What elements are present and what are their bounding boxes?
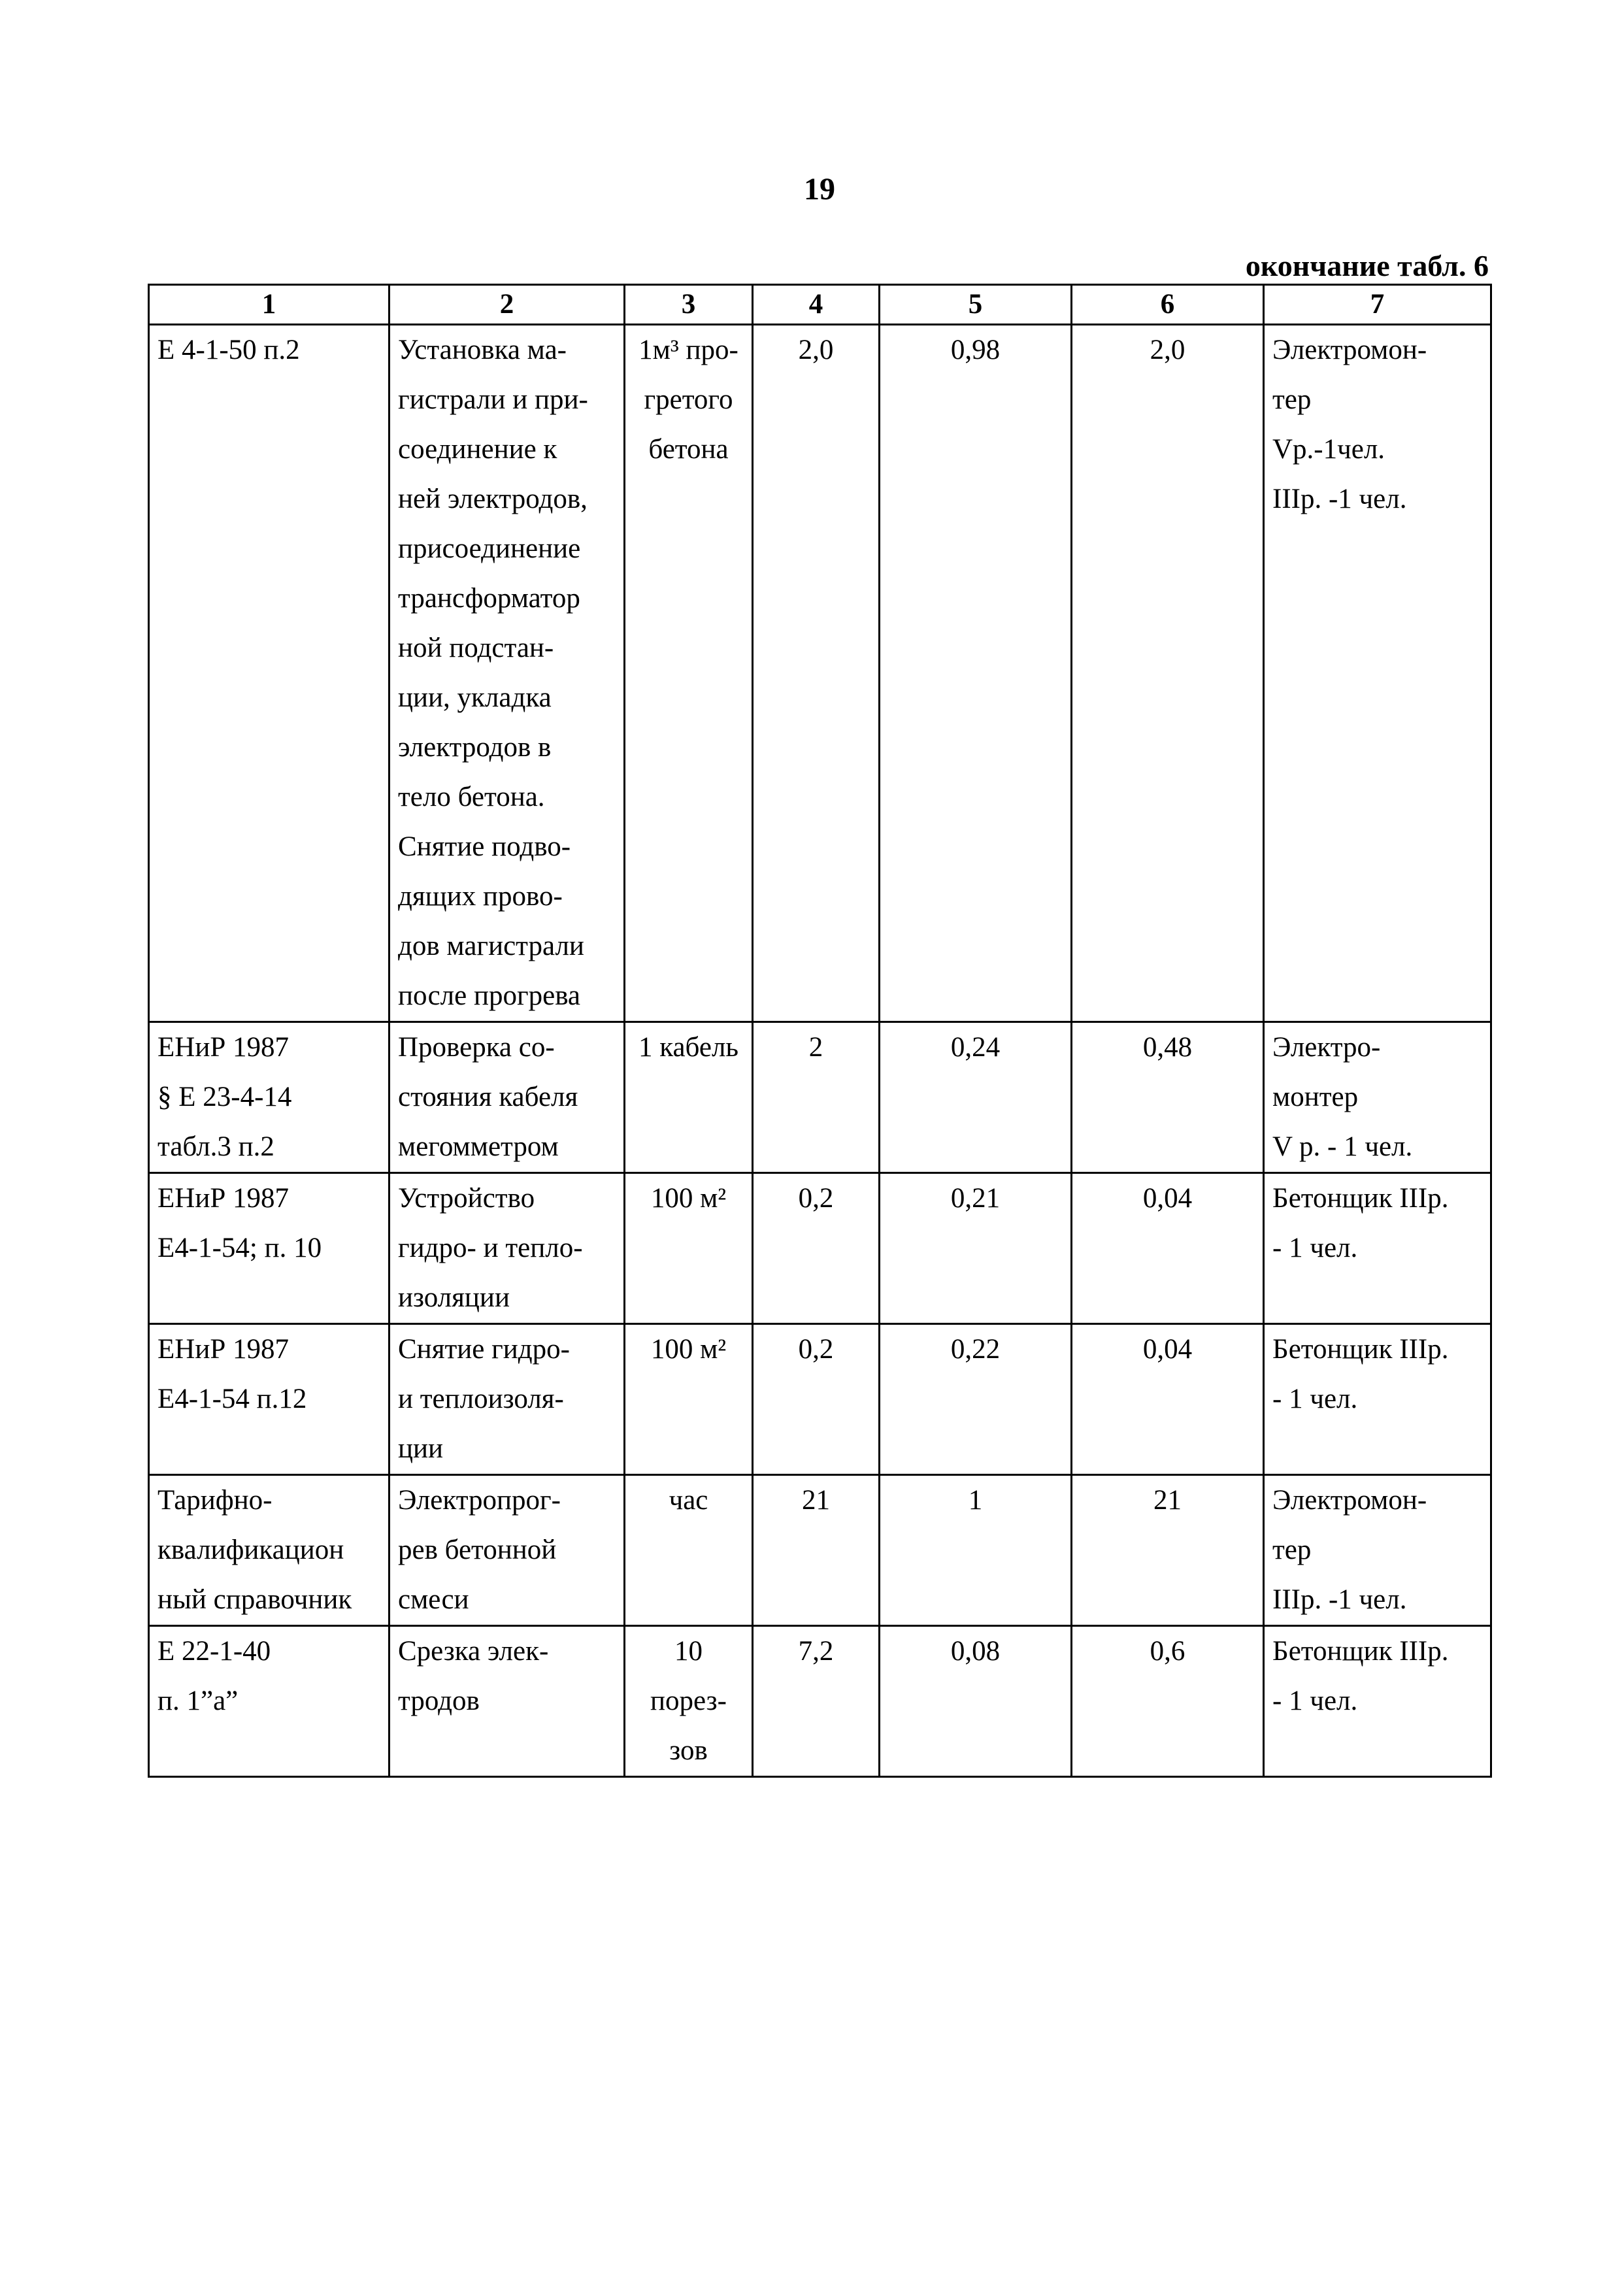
table-row bbox=[149, 1324, 1491, 1475]
header-cell: 4 bbox=[753, 285, 880, 325]
cell-text-line: ной подстан- bbox=[398, 633, 554, 663]
total-cell: 0,04 bbox=[1072, 1324, 1264, 1475]
cell-text-line: Срезка элек- bbox=[398, 1636, 549, 1667]
crew-cell bbox=[1264, 1173, 1491, 1324]
cell-text-line: IIIр. -1 чел. bbox=[1272, 484, 1407, 514]
total-cell: 0,04 bbox=[1072, 1173, 1264, 1324]
cell-text-line: соединение к bbox=[398, 434, 557, 465]
cell-text-line: Е4-1-54; п. 10 bbox=[157, 1233, 322, 1263]
cell-text-line: § Е 23-4-14 bbox=[157, 1082, 292, 1112]
unit-cell bbox=[625, 1022, 753, 1173]
cell-text-line: Электромон- bbox=[1272, 335, 1427, 365]
crew-cell bbox=[1264, 1626, 1491, 1777]
cell-text-line: Е 22-1-40 bbox=[157, 1636, 271, 1667]
crew-cell bbox=[1264, 1475, 1491, 1626]
cell-text-line: стояния кабеля bbox=[398, 1082, 578, 1112]
cell-text-line: ции bbox=[398, 1433, 444, 1464]
header-cell: 3 bbox=[625, 285, 753, 325]
work-description-cell bbox=[389, 1626, 625, 1777]
cell-text-line: гистрали и при- bbox=[398, 384, 588, 415]
cell-text-line: час bbox=[669, 1485, 708, 1516]
cell-text-line: - 1 чел. bbox=[1272, 1233, 1358, 1263]
cell-text-line: Снятие гидро- bbox=[398, 1334, 570, 1365]
cell-text-line: п. 1”а” bbox=[157, 1686, 239, 1716]
cell-text-line: гидро- и тепло- bbox=[398, 1233, 583, 1263]
header-row bbox=[149, 285, 1491, 325]
cell-text-line: монтер bbox=[1272, 1082, 1359, 1112]
cell-text-line: присоединение bbox=[398, 533, 581, 564]
cell-text-line: 1 кабель bbox=[638, 1032, 739, 1063]
cell-text-line: Электропрог- bbox=[398, 1485, 561, 1516]
norm-reference-cell bbox=[149, 1626, 389, 1777]
rate-cell: 0,08 bbox=[880, 1626, 1072, 1777]
cell-text-line: трансформатор bbox=[398, 583, 580, 614]
cell-text-line: рев бетонной bbox=[398, 1535, 557, 1565]
crew-cell bbox=[1264, 1324, 1491, 1475]
table-row bbox=[149, 1626, 1491, 1777]
header-cell: 5 bbox=[880, 285, 1072, 325]
cell-text-line: 1м³ про- bbox=[638, 335, 738, 365]
cell-text-line: ный справочник bbox=[157, 1584, 352, 1615]
cell-text-line: тер bbox=[1272, 1535, 1312, 1565]
cell-text-line: электродов в bbox=[398, 732, 552, 763]
cell-text-line: Бетонщик IIIр. bbox=[1272, 1636, 1449, 1667]
cell-text-line: IIIр. -1 чел. bbox=[1272, 1584, 1407, 1615]
cell-text-line: после прогрева bbox=[398, 980, 581, 1011]
table-row bbox=[149, 1022, 1491, 1173]
norm-reference-cell bbox=[149, 1475, 389, 1626]
cell-text-line: 100 м² bbox=[650, 1183, 727, 1214]
cell-text-line: Устройство bbox=[398, 1183, 535, 1214]
cell-text-line: Бетонщик IIIр. bbox=[1272, 1183, 1449, 1214]
rate-cell: 0,21 bbox=[880, 1173, 1072, 1324]
cell-text-line: - 1 чел. bbox=[1272, 1384, 1358, 1414]
work-description-cell bbox=[389, 325, 625, 1022]
unit-cell bbox=[625, 1626, 753, 1777]
header-cell: 2 bbox=[389, 285, 625, 325]
rate-cell: 0,22 bbox=[880, 1324, 1072, 1475]
cell-text-line: 10 порез- bbox=[650, 1636, 727, 1716]
cell-text-line: Электро- bbox=[1272, 1032, 1381, 1063]
norm-time-cell: 2 bbox=[753, 1022, 880, 1173]
cell-text-line: V р. - 1 чел. bbox=[1272, 1131, 1413, 1162]
norm-time-cell: 21 bbox=[753, 1475, 880, 1626]
cell-text-line: дов магистрали bbox=[398, 931, 584, 961]
cell-text-line: зов bbox=[669, 1735, 708, 1766]
norm-time-cell: 2,0 bbox=[753, 325, 880, 1022]
norm-reference-cell bbox=[149, 1173, 389, 1324]
cell-text-line: ней электродов, bbox=[398, 484, 588, 514]
cell-text-line: Бетонщик IIIр. bbox=[1272, 1334, 1449, 1365]
unit-cell bbox=[625, 1173, 753, 1324]
unit-cell bbox=[625, 1324, 753, 1475]
cell-text-line: Снятие подво- bbox=[398, 831, 571, 862]
total-cell: 21 bbox=[1072, 1475, 1264, 1626]
total-cell: 2,0 bbox=[1072, 325, 1264, 1022]
work-description-cell bbox=[389, 1022, 625, 1173]
header-cell: 6 bbox=[1072, 285, 1264, 325]
total-cell: 0,6 bbox=[1072, 1626, 1264, 1777]
cell-text-line: Е 4-1-50 п.2 bbox=[157, 335, 300, 365]
header-cell: 1 bbox=[149, 285, 389, 325]
norm-time-cell: 7,2 bbox=[753, 1626, 880, 1777]
cell-text-line: ЕНиР 1987 bbox=[157, 1183, 289, 1214]
cell-text-line: - 1 чел. bbox=[1272, 1686, 1358, 1716]
work-description-cell bbox=[389, 1173, 625, 1324]
crew-cell bbox=[1264, 325, 1491, 1022]
table-row bbox=[149, 1475, 1491, 1626]
cell-text-line: тродов bbox=[398, 1686, 480, 1716]
cell-text-line: Vр.-1чел. bbox=[1272, 434, 1385, 465]
cell-text-line: Проверка со- bbox=[398, 1032, 555, 1063]
table-row bbox=[149, 325, 1491, 1022]
table-row bbox=[149, 1173, 1491, 1324]
header-cell: 7 bbox=[1264, 285, 1491, 325]
rate-cell: 1 bbox=[880, 1475, 1072, 1626]
norm-reference-cell bbox=[149, 1022, 389, 1173]
norm-reference-cell bbox=[149, 1324, 389, 1475]
norm-time-cell: 0,2 bbox=[753, 1324, 880, 1475]
cell-text-line: изоляции bbox=[398, 1282, 510, 1313]
cell-text-line: Е4-1-54 п.12 bbox=[157, 1384, 307, 1414]
cell-text-line: бетона bbox=[648, 434, 729, 465]
cell-text-line: дящих прово- bbox=[398, 881, 563, 912]
norm-reference-cell bbox=[149, 325, 389, 1022]
rate-cell: 0,98 bbox=[880, 325, 1072, 1022]
total-cell: 0,48 bbox=[1072, 1022, 1264, 1173]
cell-text-line: Тарифно- bbox=[157, 1485, 273, 1516]
cell-text-line: ЕНиР 1987 bbox=[157, 1334, 289, 1365]
cell-text-line: Установка ма- bbox=[398, 335, 567, 365]
cell-text-line: мегомметром bbox=[398, 1131, 559, 1162]
work-description-cell bbox=[389, 1324, 625, 1475]
unit-cell bbox=[625, 1475, 753, 1626]
cell-text-line: табл.3 п.2 bbox=[157, 1131, 274, 1162]
cell-text-line: гретого bbox=[644, 384, 733, 415]
table-caption: окончание табл. 6 bbox=[1245, 249, 1489, 282]
cell-text-line: 100 м² bbox=[650, 1334, 727, 1365]
unit-cell bbox=[625, 325, 753, 1022]
cell-text-line: тело бетона. bbox=[398, 782, 545, 812]
work-table bbox=[148, 284, 1492, 1778]
cell-text-line: тер bbox=[1272, 384, 1312, 415]
work-description-cell bbox=[389, 1475, 625, 1626]
cell-text-line: смеси bbox=[398, 1584, 469, 1615]
crew-cell bbox=[1264, 1022, 1491, 1173]
cell-text-line: ЕНиР 1987 bbox=[157, 1032, 289, 1063]
norm-time-cell: 0,2 bbox=[753, 1173, 880, 1324]
page-number: 19 bbox=[804, 172, 835, 207]
rate-cell: 0,24 bbox=[880, 1022, 1072, 1173]
cell-text-line: Электромон- bbox=[1272, 1485, 1427, 1516]
cell-text-line: квалификацион bbox=[157, 1535, 344, 1565]
cell-text-line: ции, укладка bbox=[398, 682, 552, 713]
cell-text-line: и теплоизоля- bbox=[398, 1384, 564, 1414]
